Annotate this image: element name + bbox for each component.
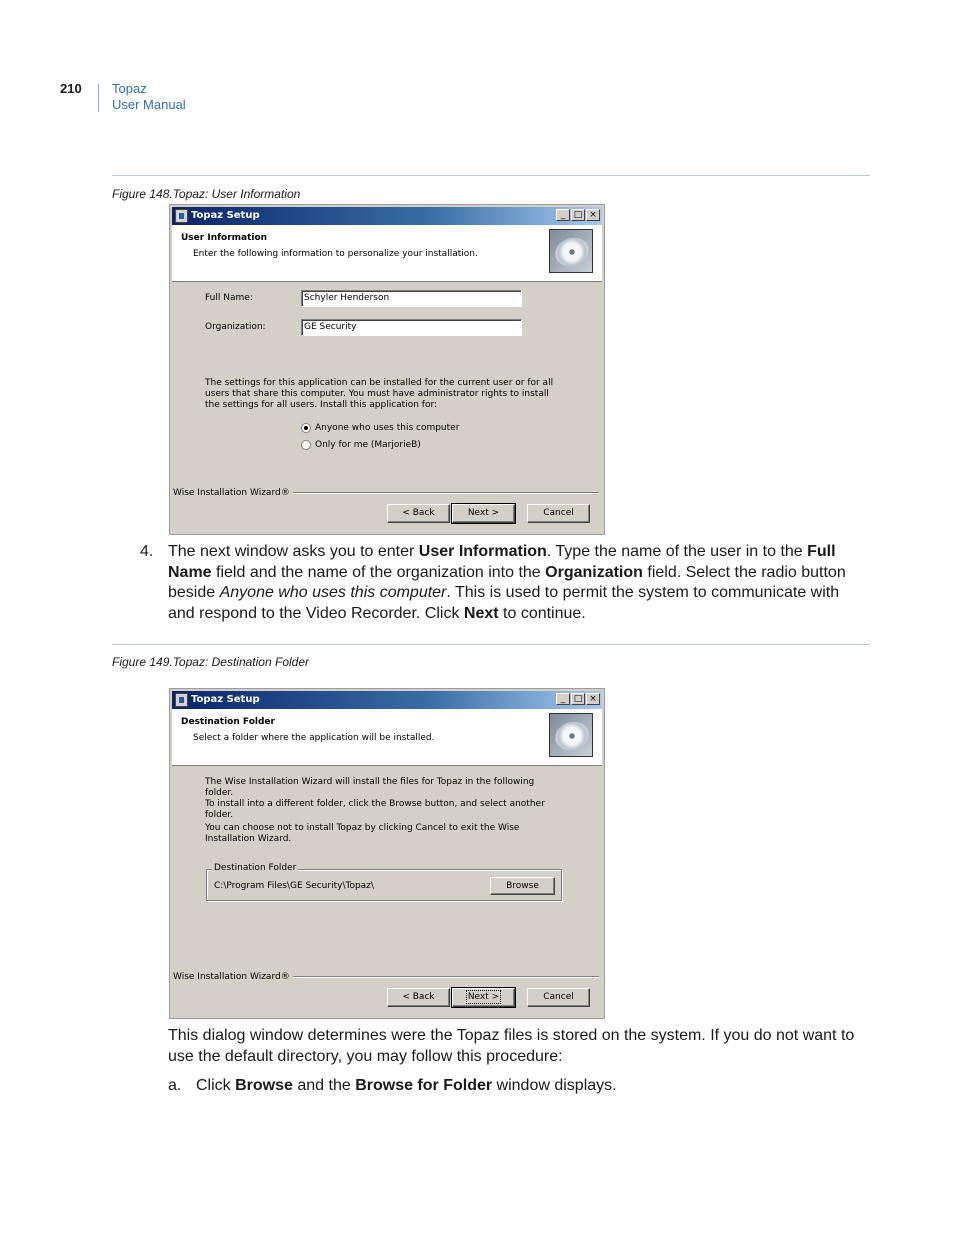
browse-button[interactable]: Browse: [490, 877, 555, 895]
user-information-dialog: [169, 204, 605, 535]
title-bar[interactable]: [172, 207, 602, 225]
radio-only-me-label[interactable]: Only for me (MarjorieB): [315, 440, 421, 450]
dialog-header-title: User Information: [181, 233, 268, 243]
full-name-input[interactable]: Schyler Henderson: [301, 290, 522, 307]
figure-rule: [112, 175, 870, 176]
minimize-button[interactable]: _: [556, 209, 570, 221]
organization-label: Organization:: [205, 322, 266, 332]
figure-caption: Figure 148.Topaz: User Information: [112, 187, 301, 201]
radio-only-me[interactable]: [301, 440, 311, 450]
page-number: 210: [60, 81, 82, 96]
next-button[interactable]: Next >: [452, 988, 515, 1007]
setup-icon: [175, 209, 188, 223]
minimize-button[interactable]: _: [556, 693, 570, 705]
step-a-text: Click Browse and the Browse for Folder window displays.: [196, 1077, 617, 1094]
cancel-button[interactable]: Cancel: [527, 504, 590, 523]
cd-icon: [549, 713, 593, 757]
wizard-label: Wise Installation Wizard®: [173, 972, 293, 982]
info-line-2: To install into a different folder, click the Browse button, and select another folder.: [205, 799, 545, 820]
figure-rule: [112, 644, 870, 645]
full-name-label: Full Name:: [205, 293, 253, 303]
dialog-header: [172, 225, 602, 282]
header-manual: User Manual: [112, 97, 186, 112]
back-button[interactable]: < Back: [387, 988, 450, 1007]
step-a-label: a.: [168, 1077, 182, 1094]
destination-folder-group-label: Destination Folder: [214, 863, 297, 873]
destination-folder-dialog: [169, 688, 605, 1019]
cancel-button[interactable]: Cancel: [527, 988, 590, 1007]
install-scope-text: The settings for this application can be installed for the current user or for all users that share this computer. You must have administrator rights to install the settings for all users. Install this application for:: [205, 378, 554, 410]
maximize-button[interactable]: □: [571, 693, 585, 705]
info-line-3: You can choose not to install Topaz by clicking Cancel to exit the Wise Installation Wizard.: [205, 823, 520, 844]
window-title: Topaz Setup: [191, 694, 260, 705]
maximize-button[interactable]: □: [571, 209, 585, 221]
next-button[interactable]: Next >: [452, 504, 515, 523]
title-bar[interactable]: [172, 691, 602, 709]
header-divider: [98, 84, 99, 112]
close-button[interactable]: ×: [586, 693, 600, 705]
close-button[interactable]: ×: [586, 209, 600, 221]
dialog-header: [172, 709, 602, 766]
radio-anyone-label[interactable]: Anyone who uses this computer: [315, 423, 460, 433]
step-4-text: The next window asks you to enter User Information. Type the name of the user in to the Full Name field and the name of the organization into the Organization field. Select the radio button beside Anyone who uses this computer. This is used to permit the system to communicate with and respond to the Video Recorder. Click Next to continue.: [168, 543, 846, 622]
window-title: Topaz Setup: [191, 210, 260, 221]
destination-paragraph: This dialog window determines were the Topaz files is stored on the system. If you do not want to use the default directory, you may follow this procedure:: [168, 1027, 855, 1065]
radio-anyone[interactable]: [301, 423, 311, 433]
step-number: 4.: [140, 543, 154, 560]
dialog-header-subtitle: Select a folder where the application will be installed.: [193, 733, 435, 743]
info-line-1: The Wise Installation Wizard will install the files for Topaz in the following folder.: [205, 777, 535, 798]
setup-icon: [175, 693, 188, 707]
dialog-header-subtitle: Enter the following information to personalize your installation.: [193, 249, 478, 259]
cd-icon: [549, 229, 593, 273]
back-button[interactable]: < Back: [387, 504, 450, 523]
dialog-header-title: Destination Folder: [181, 717, 275, 727]
header-product: Topaz: [112, 81, 147, 96]
destination-path: C:\Program Files\GE Security\Topaz\: [214, 881, 374, 891]
figure-caption: Figure 149.Topaz: Destination Folder: [112, 655, 310, 669]
organization-input[interactable]: GE Security: [301, 319, 522, 336]
wizard-label: Wise Installation Wizard®: [173, 488, 293, 498]
